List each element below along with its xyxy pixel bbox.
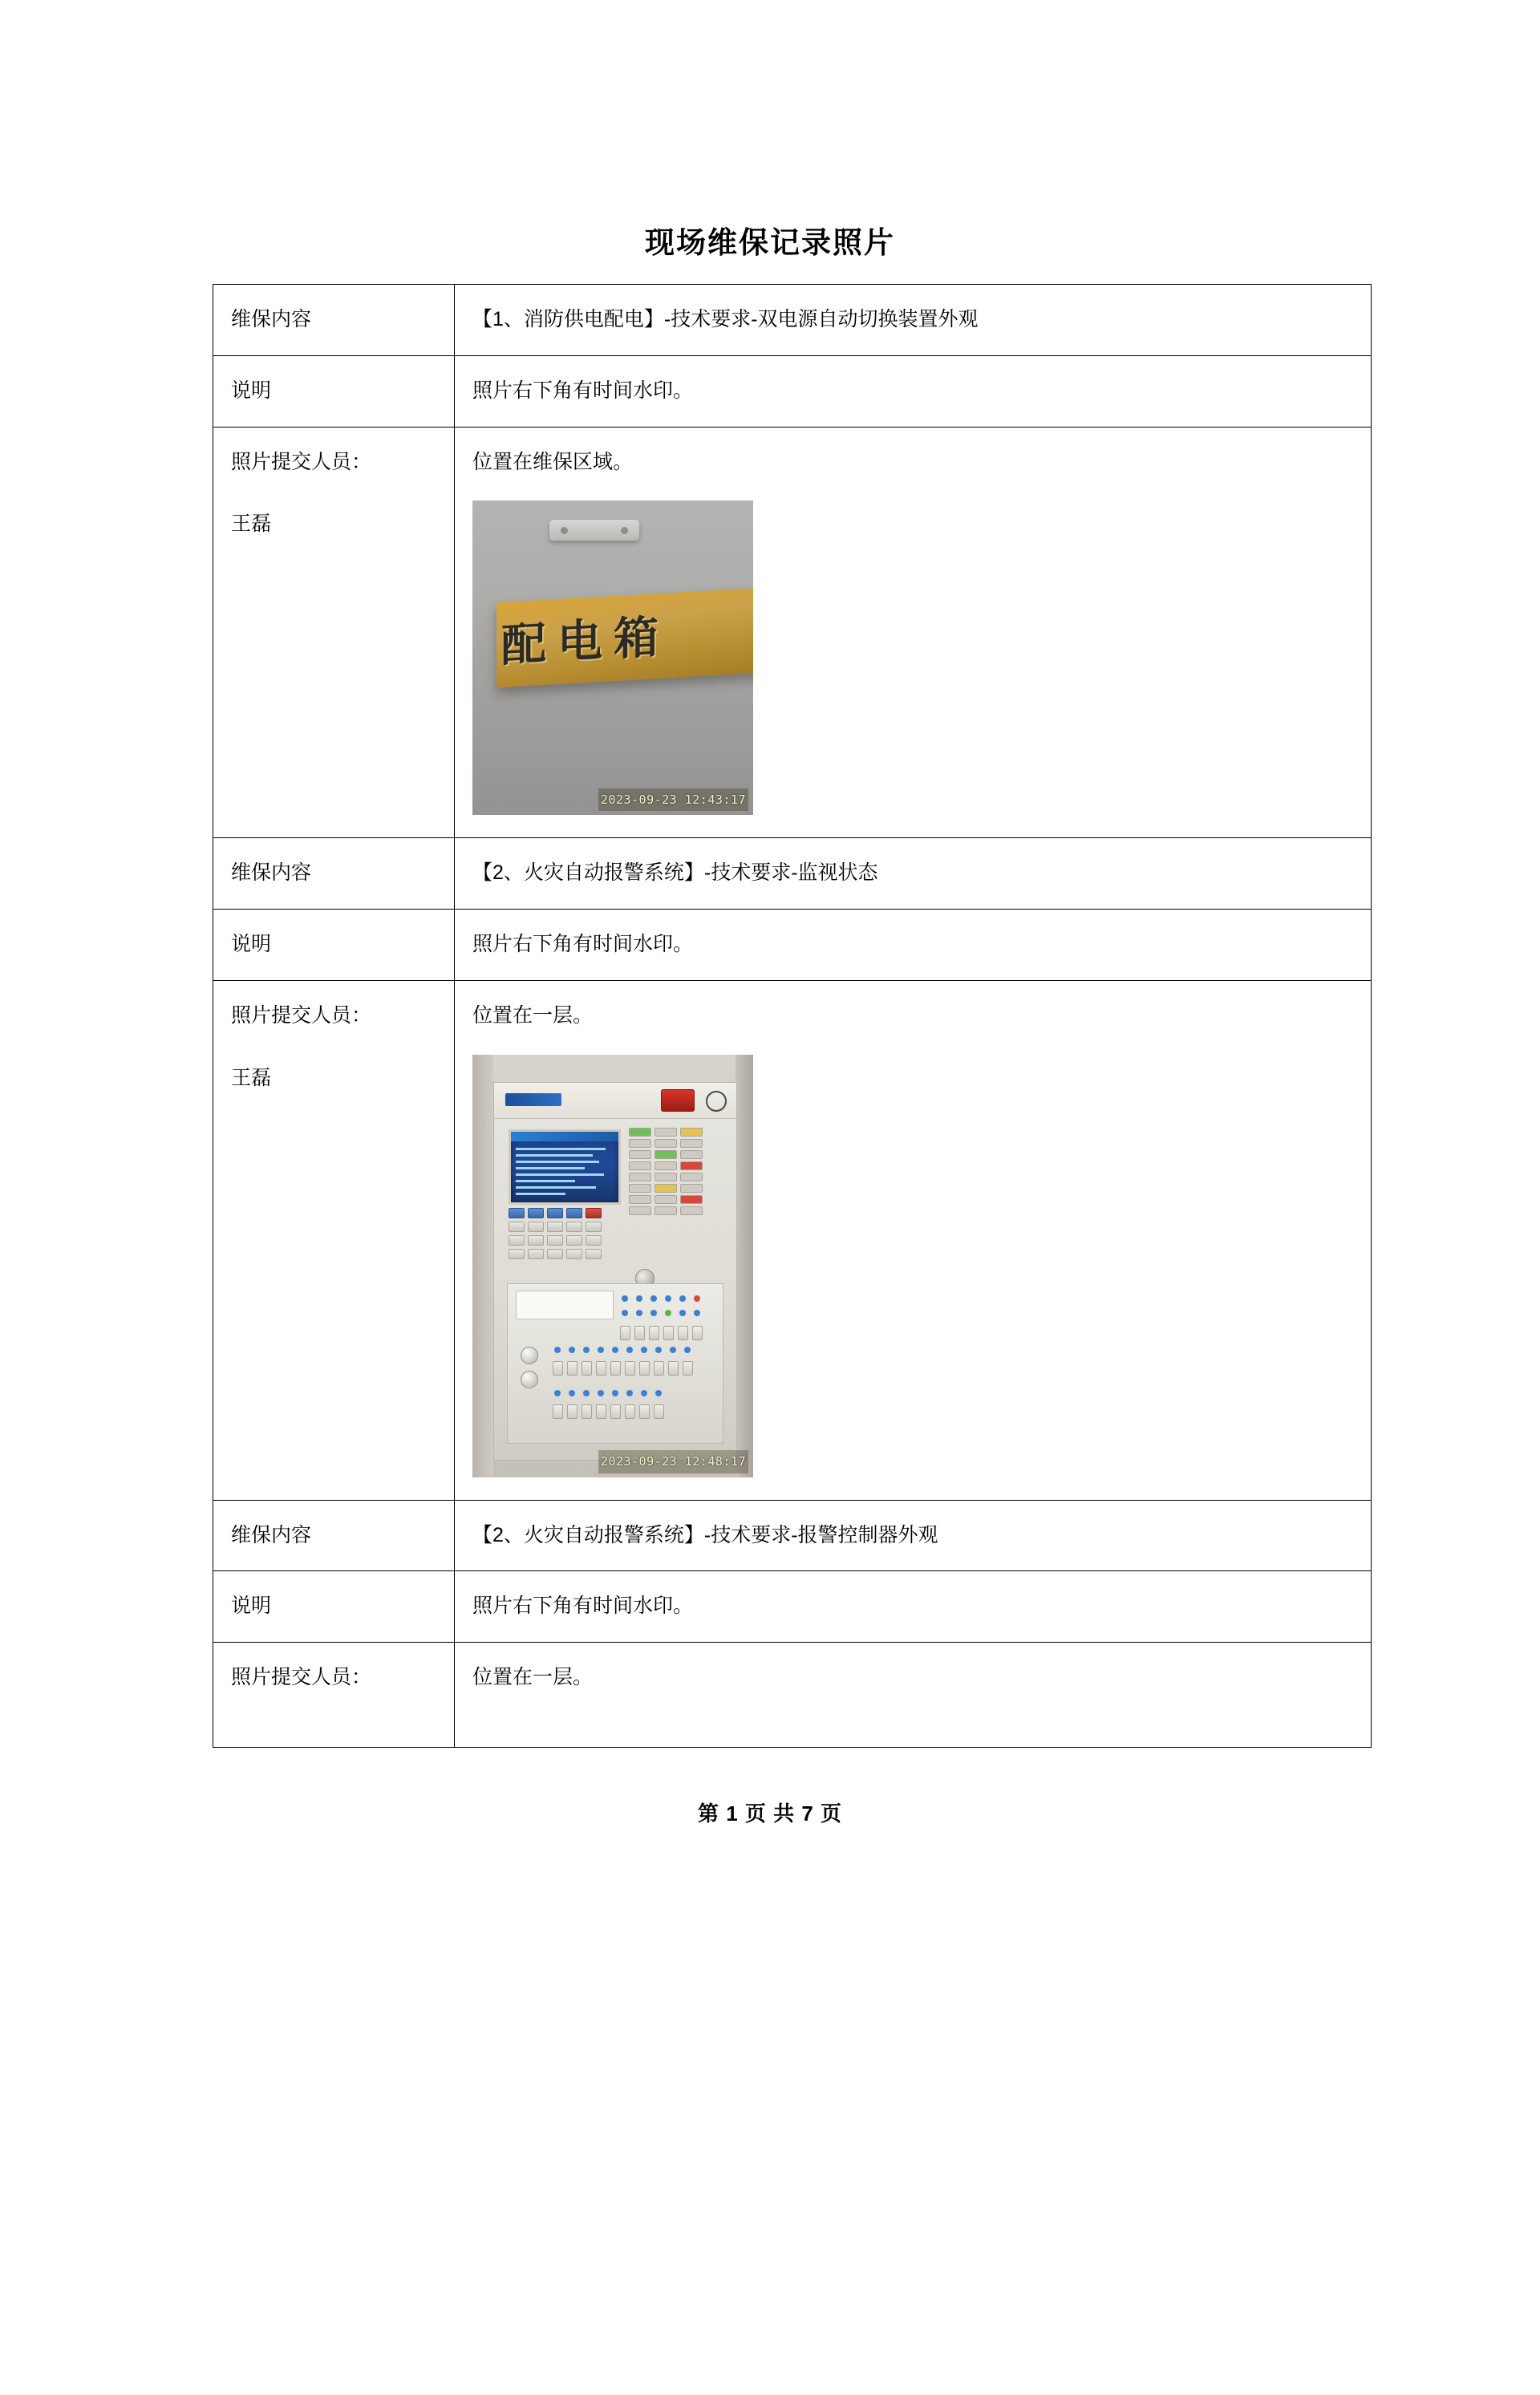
status-led (654, 1150, 677, 1159)
screen-text-line (516, 1148, 606, 1150)
keypad-key[interactable] (528, 1249, 544, 1259)
module-indicator (612, 1390, 618, 1396)
table-row (213, 285, 1372, 356)
table-row (213, 980, 1372, 1500)
module-indicator (598, 1347, 604, 1353)
module-indicator (626, 1390, 633, 1396)
ccc-certification-icon (706, 1091, 727, 1112)
sign-plate-text: 配电箱 (501, 610, 670, 671)
status-led (680, 1206, 703, 1215)
module-switch[interactable] (596, 1361, 606, 1376)
page-title: 现场维保记录照片 (645, 226, 895, 259)
module-knob[interactable] (521, 1347, 538, 1364)
status-led (680, 1150, 703, 1159)
module-indicator (665, 1310, 671, 1316)
keypad-key[interactable] (586, 1249, 602, 1259)
module-switch[interactable] (596, 1404, 606, 1419)
control-panel-body (493, 1082, 737, 1461)
module-indicator (679, 1295, 686, 1302)
screen-text-line (516, 1167, 585, 1169)
module-switch[interactable] (610, 1404, 621, 1419)
module-indicator (554, 1390, 561, 1396)
table-row (213, 1643, 1372, 1748)
module-indicator (641, 1390, 647, 1396)
module-indicator (694, 1295, 700, 1302)
value-description-3: 照片右下角有时间水印。 (455, 1571, 1372, 1643)
sign-bracket-icon (549, 520, 639, 541)
panel-lower-module (507, 1283, 723, 1444)
submitter-cell-2 (213, 980, 455, 1500)
module-indicator (679, 1310, 686, 1316)
emergency-button-icon (661, 1089, 695, 1112)
module-indicator (655, 1347, 662, 1353)
table-row (213, 427, 1372, 838)
status-led (680, 1195, 703, 1204)
module-switch[interactable] (567, 1361, 578, 1376)
module-indicator (622, 1295, 628, 1302)
photo-wrapper-2 (472, 1055, 1355, 1477)
keypad-key[interactable] (566, 1235, 582, 1246)
status-led (629, 1150, 651, 1159)
module-indicator (655, 1390, 662, 1396)
keypad-key[interactable] (509, 1208, 525, 1218)
keypad-key[interactable] (547, 1235, 563, 1246)
module-switch[interactable] (634, 1326, 645, 1340)
status-led (680, 1184, 703, 1193)
keypad-key[interactable] (509, 1235, 525, 1246)
module-indicator (554, 1347, 561, 1353)
module-switch[interactable] (567, 1404, 578, 1419)
status-led (629, 1206, 651, 1215)
label-submitter-2: 照片提交人员： (231, 1003, 372, 1027)
photo-timestamp-1: 2023-09-23 12:43:17 (598, 788, 748, 811)
screen-text-line (516, 1173, 604, 1176)
table-row (213, 1500, 1372, 1571)
photo-cell-1 (455, 427, 1372, 838)
module-indicator (684, 1347, 691, 1353)
label-description-1: 说明 (213, 355, 455, 427)
module-indicator (650, 1295, 657, 1302)
module-knob[interactable] (521, 1371, 538, 1388)
status-led (680, 1128, 703, 1137)
module-switch[interactable] (663, 1326, 674, 1340)
module-switch[interactable] (610, 1361, 621, 1376)
panel-keypad[interactable] (509, 1208, 621, 1259)
location-text-2: 位置在一层。 (472, 1003, 594, 1027)
manufacturer-logo-icon (505, 1093, 561, 1106)
module-indicator (583, 1390, 590, 1396)
status-led (629, 1173, 651, 1181)
table-row (213, 910, 1372, 981)
location-text-3: 位置在一层。 (472, 1666, 594, 1688)
wall-right (736, 1055, 753, 1477)
table-row (213, 1571, 1372, 1643)
label-submitter-1: 照片提交人员： (231, 450, 372, 473)
status-led (654, 1161, 677, 1170)
module-indicator (569, 1390, 575, 1396)
screen-text-line (516, 1186, 596, 1189)
status-led (680, 1139, 703, 1148)
module-switch[interactable] (678, 1326, 688, 1340)
label-description-3: 说明 (213, 1571, 455, 1643)
status-led (680, 1161, 703, 1170)
screen-text-line (516, 1193, 565, 1195)
module-switch[interactable] (683, 1361, 693, 1376)
label-submitter-3: 照片提交人员： (231, 1666, 372, 1688)
keypad-key[interactable] (528, 1222, 544, 1232)
photo-distribution-box-sign (472, 500, 753, 815)
status-led (629, 1161, 651, 1170)
photo-fire-alarm-control-panel (472, 1055, 753, 1477)
module-indicator (569, 1347, 575, 1353)
status-led (629, 1195, 651, 1204)
wall-left (472, 1055, 493, 1477)
module-switch[interactable] (553, 1404, 563, 1419)
module-switch[interactable] (620, 1326, 630, 1340)
module-indicator (665, 1295, 671, 1302)
status-led (654, 1173, 677, 1181)
value-description-1: 照片右下角有时间水印。 (455, 355, 1372, 427)
value-content-2: 【2、火灾自动报警系统】-技术要求-监视状态 (455, 838, 1372, 910)
screen-text-line (516, 1161, 599, 1163)
module-switch[interactable] (625, 1361, 635, 1376)
panel-indicator-array (629, 1128, 725, 1264)
document-page (0, 218, 1540, 2395)
submitter-cell-3 (213, 1643, 455, 1748)
photo-cell-3 (455, 1643, 1372, 1748)
status-led (654, 1206, 677, 1215)
module-indicator (670, 1347, 676, 1353)
keypad-key[interactable] (566, 1249, 582, 1259)
panel-brand-bar (494, 1083, 736, 1119)
module-switch[interactable] (654, 1404, 664, 1419)
status-led (654, 1128, 677, 1137)
module-indicator (626, 1347, 633, 1353)
module-indicator (694, 1310, 700, 1316)
photo-timestamp-2: 2023-09-23 12:48:17 (598, 1450, 748, 1473)
photo-cell-2 (455, 980, 1372, 1500)
submitter-name-2: 王磊 (231, 1066, 272, 1089)
keypad-key[interactable] (547, 1249, 563, 1259)
panel-display-screen (509, 1129, 621, 1205)
status-led (629, 1184, 651, 1193)
module-label-strip (516, 1291, 614, 1319)
value-description-2: 照片右下角有时间水印。 (455, 910, 1372, 981)
photo-wrapper-1 (472, 500, 1355, 815)
location-text-1: 位置在维保区域。 (472, 450, 634, 473)
module-switch[interactable] (625, 1404, 635, 1419)
keypad-key[interactable] (528, 1235, 544, 1246)
maintenance-record-table (213, 284, 1372, 1748)
module-indicator (636, 1310, 642, 1316)
keypad-key[interactable] (586, 1235, 602, 1246)
keypad-key[interactable] (509, 1222, 525, 1232)
status-led (629, 1139, 651, 1148)
status-led (629, 1128, 651, 1137)
submitter-name-1: 王磊 (231, 513, 272, 536)
module-indicator (598, 1390, 604, 1396)
module-indicator (622, 1310, 628, 1316)
module-switch[interactable] (639, 1404, 650, 1419)
keypad-key[interactable] (509, 1249, 525, 1259)
module-switch[interactable] (692, 1326, 703, 1340)
status-led (654, 1184, 677, 1193)
module-switch[interactable] (582, 1404, 592, 1419)
module-switch[interactable] (649, 1326, 659, 1340)
submitter-cell-1 (213, 427, 455, 838)
screen-header-bar (511, 1132, 618, 1141)
label-description-2: 说明 (213, 910, 455, 981)
status-led (654, 1139, 677, 1148)
label-content-1: 维保内容 (213, 285, 455, 356)
module-indicator (650, 1310, 657, 1316)
keypad-key[interactable] (566, 1222, 582, 1232)
value-content-1: 【1、消防供电配电】-技术要求-双电源自动切换装置外观 (455, 285, 1372, 356)
label-content-3: 维保内容 (213, 1500, 455, 1571)
page-footer: 第 1 页 共 7 页 (697, 1801, 843, 1826)
status-led (680, 1173, 703, 1181)
module-indicator (641, 1347, 647, 1353)
keypad-key[interactable] (547, 1222, 563, 1232)
status-led (654, 1195, 677, 1204)
keypad-key[interactable] (586, 1208, 602, 1218)
keypad-key[interactable] (547, 1208, 563, 1218)
module-switch[interactable] (582, 1361, 592, 1376)
module-switch[interactable] (553, 1361, 563, 1376)
screen-text-line (516, 1180, 575, 1182)
value-content-3: 【2、火灾自动报警系统】-技术要求-报警控制器外观 (455, 1500, 1372, 1571)
module-indicator (583, 1347, 590, 1353)
module-switch[interactable] (654, 1361, 664, 1376)
module-indicator (612, 1347, 618, 1353)
module-switch[interactable] (668, 1361, 679, 1376)
label-content-2: 维保内容 (213, 838, 455, 910)
table-row (213, 838, 1372, 910)
screen-text-line (516, 1154, 593, 1157)
keypad-key[interactable] (586, 1222, 602, 1232)
keypad-key[interactable] (566, 1208, 582, 1218)
module-switch[interactable] (639, 1361, 650, 1376)
keypad-key[interactable] (528, 1208, 544, 1218)
module-indicator (636, 1295, 642, 1302)
table-row (213, 355, 1372, 427)
